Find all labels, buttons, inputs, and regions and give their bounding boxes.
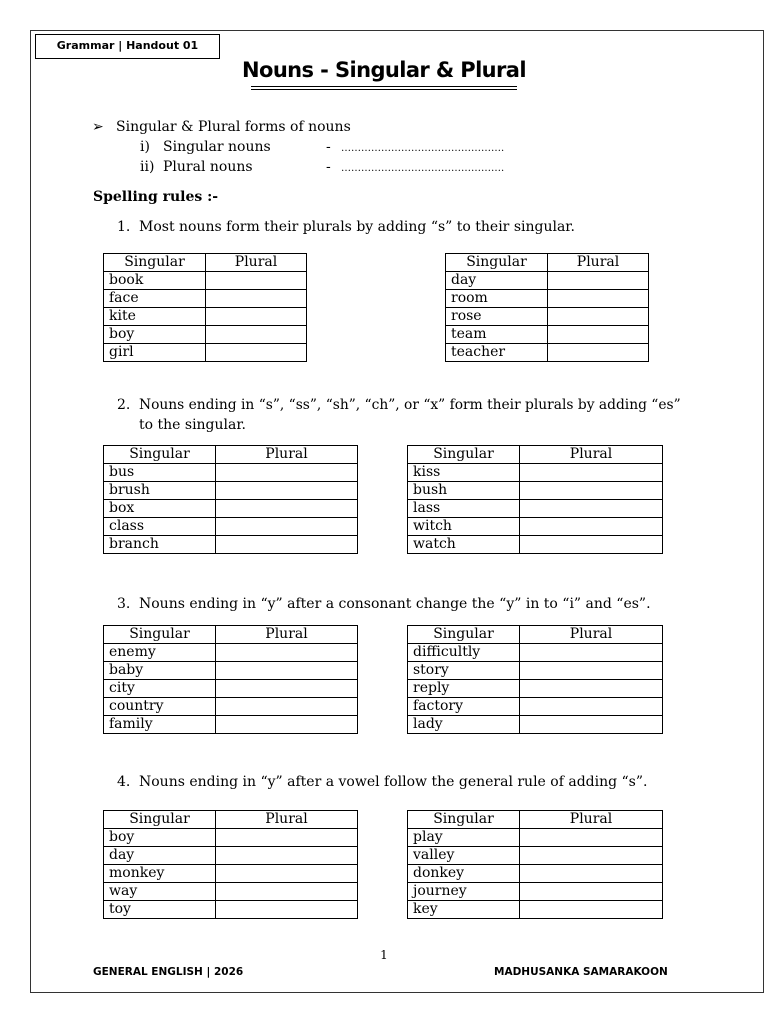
plural-answer-cell[interactable] <box>216 536 358 554</box>
table-row <box>104 482 358 500</box>
singular-cell: brush <box>104 482 216 500</box>
table-row <box>408 662 663 680</box>
intro-item-blank: …………………………………………. <box>341 163 505 174</box>
table-row <box>446 290 649 308</box>
singular-cell: room <box>446 290 548 308</box>
noun-table <box>103 445 358 554</box>
table-row <box>104 344 307 362</box>
rule-number: 2. <box>117 397 131 413</box>
table-row <box>104 680 358 698</box>
col-header-singular: Singular <box>408 811 520 829</box>
col-header-singular: Singular <box>104 446 216 464</box>
singular-cell: face <box>104 290 206 308</box>
noun-table <box>103 625 358 734</box>
plural-answer-cell[interactable] <box>548 290 649 308</box>
col-header-plural: Plural <box>216 811 358 829</box>
singular-cell: day <box>104 847 216 865</box>
singular-cell: day <box>446 272 548 290</box>
page-title: Nouns - Singular & Plural <box>242 58 526 82</box>
singular-cell: key <box>408 901 520 919</box>
table-row <box>408 716 663 734</box>
plural-answer-cell[interactable] <box>216 883 358 901</box>
rule-number: 1. <box>117 219 131 235</box>
table-row <box>408 829 663 847</box>
plural-answer-cell[interactable] <box>520 698 663 716</box>
col-header-plural: Plural <box>548 254 649 272</box>
table-row <box>104 272 307 290</box>
rule-number: 3. <box>117 596 131 612</box>
table-row <box>104 662 358 680</box>
intro-item-dash: - <box>326 139 331 155</box>
singular-cell: reply <box>408 680 520 698</box>
plural-answer-cell[interactable] <box>520 883 663 901</box>
table-row <box>446 272 649 290</box>
singular-cell: difficultly <box>408 644 520 662</box>
table-row <box>408 680 663 698</box>
singular-cell: boy <box>104 829 216 847</box>
plural-answer-cell[interactable] <box>520 500 663 518</box>
col-header-plural: Plural <box>216 446 358 464</box>
plural-answer-cell[interactable] <box>520 644 663 662</box>
noun-table <box>407 445 663 554</box>
plural-answer-cell[interactable] <box>520 716 663 734</box>
intro-text: Singular & Plural forms of nouns <box>116 119 351 135</box>
singular-cell: way <box>104 883 216 901</box>
footer-right: MADHUSANKA SAMARAKOON <box>494 966 668 978</box>
col-header-singular: Singular <box>104 626 216 644</box>
rule-number: 4. <box>117 774 131 790</box>
plural-answer-cell[interactable] <box>548 308 649 326</box>
footer-left: GENERAL ENGLISH | 2026 <box>93 966 244 978</box>
singular-cell: valley <box>408 847 520 865</box>
rule-text: Nouns ending in “s”, “ss”, “sh”, “ch”, or “x” form their plurals by adding “es” <box>139 397 681 413</box>
noun-table <box>103 253 307 362</box>
plural-answer-cell[interactable] <box>520 865 663 883</box>
table-row <box>446 344 649 362</box>
table-row <box>446 308 649 326</box>
table-row <box>104 308 307 326</box>
singular-cell: branch <box>104 536 216 554</box>
intro-item-blank: …………………………………………. <box>341 143 505 154</box>
plural-answer-cell[interactable] <box>520 518 663 536</box>
plural-answer-cell[interactable] <box>216 662 358 680</box>
singular-cell: enemy <box>104 644 216 662</box>
plural-answer-cell[interactable] <box>520 680 663 698</box>
singular-cell: journey <box>408 883 520 901</box>
singular-cell: city <box>104 680 216 698</box>
singular-cell: donkey <box>408 865 520 883</box>
singular-cell: class <box>104 518 216 536</box>
singular-cell: rose <box>446 308 548 326</box>
col-header-singular: Singular <box>104 254 206 272</box>
noun-table <box>445 253 649 362</box>
table-row <box>446 326 649 344</box>
table-row <box>104 290 307 308</box>
rule-text: Nouns ending in “y” after a consonant change the “y” in to “i” and “es”. <box>139 596 651 612</box>
col-header-singular: Singular <box>408 446 520 464</box>
singular-cell: story <box>408 662 520 680</box>
table-row <box>104 847 358 865</box>
col-header-plural: Plural <box>206 254 307 272</box>
table-row <box>104 698 358 716</box>
rule-text: Most nouns form their plurals by adding “s” to their singular. <box>139 219 575 235</box>
singular-cell: book <box>104 272 206 290</box>
col-header-plural: Plural <box>520 626 663 644</box>
table-row <box>408 536 663 554</box>
intro-item-label: Singular nouns <box>163 139 271 155</box>
col-header-plural: Plural <box>520 811 663 829</box>
singular-cell: bus <box>104 464 216 482</box>
intro-item-dash: - <box>326 159 331 175</box>
col-header-plural: Plural <box>520 446 663 464</box>
plural-answer-cell[interactable] <box>520 482 663 500</box>
singular-cell: lady <box>408 716 520 734</box>
table-row <box>408 865 663 883</box>
singular-cell: kite <box>104 308 206 326</box>
table-row <box>104 464 358 482</box>
intro-item-num: ii) <box>140 159 155 175</box>
plural-answer-cell[interactable] <box>216 644 358 662</box>
plural-answer-cell[interactable] <box>216 847 358 865</box>
table-row <box>408 883 663 901</box>
intro-item-label: Plural nouns <box>163 159 253 175</box>
rule-text-cont: to the singular. <box>139 417 246 433</box>
singular-cell: kiss <box>408 464 520 482</box>
table-row <box>408 500 663 518</box>
plural-answer-cell[interactable] <box>216 482 358 500</box>
singular-cell: box <box>104 500 216 518</box>
singular-cell: play <box>408 829 520 847</box>
table-row <box>408 698 663 716</box>
plural-answer-cell[interactable] <box>216 464 358 482</box>
singular-cell: witch <box>408 518 520 536</box>
plural-answer-cell[interactable] <box>548 272 649 290</box>
table-row <box>104 901 358 919</box>
singular-cell: monkey <box>104 865 216 883</box>
plural-answer-cell[interactable] <box>520 662 663 680</box>
singular-cell: toy <box>104 901 216 919</box>
rules-heading: Spelling rules :- <box>93 189 219 205</box>
singular-cell: girl <box>104 344 206 362</box>
plural-answer-cell[interactable] <box>216 500 358 518</box>
col-header-plural: Plural <box>216 626 358 644</box>
plural-answer-cell[interactable] <box>216 829 358 847</box>
title-underline-2 <box>251 89 517 90</box>
plural-answer-cell[interactable] <box>216 680 358 698</box>
table-row <box>408 464 663 482</box>
table-row <box>104 883 358 901</box>
singular-cell: factory <box>408 698 520 716</box>
plural-answer-cell[interactable] <box>216 716 358 734</box>
plural-answer-cell[interactable] <box>520 847 663 865</box>
plural-answer-cell[interactable] <box>206 308 307 326</box>
plural-answer-cell[interactable] <box>520 829 663 847</box>
singular-cell: team <box>446 326 548 344</box>
table-row <box>104 829 358 847</box>
plural-answer-cell[interactable] <box>216 901 358 919</box>
plural-answer-cell[interactable] <box>206 272 307 290</box>
table-row <box>408 482 663 500</box>
plural-answer-cell[interactable] <box>206 344 307 362</box>
col-header-singular: Singular <box>104 811 216 829</box>
col-header-singular: Singular <box>408 626 520 644</box>
singular-cell: bush <box>408 482 520 500</box>
singular-cell: watch <box>408 536 520 554</box>
page-number: 1 <box>380 948 388 962</box>
table-row <box>104 326 307 344</box>
singular-cell: teacher <box>446 344 548 362</box>
plural-answer-cell[interactable] <box>548 326 649 344</box>
plural-answer-cell[interactable] <box>206 290 307 308</box>
plural-answer-cell[interactable] <box>216 865 358 883</box>
table-row <box>104 644 358 662</box>
noun-table <box>103 810 358 919</box>
plural-answer-cell[interactable] <box>520 901 663 919</box>
plural-answer-cell[interactable] <box>520 464 663 482</box>
handout-tag: Grammar | Handout 01 <box>35 34 220 59</box>
title-underline <box>251 86 517 87</box>
rule-text: Nouns ending in “y” after a vowel follow the general rule of adding “s”. <box>139 774 648 790</box>
bullet-arrow-icon: ➢ <box>92 119 104 135</box>
table-row <box>104 716 358 734</box>
table-row <box>104 536 358 554</box>
col-header-singular: Singular <box>446 254 548 272</box>
noun-table <box>407 625 663 734</box>
singular-cell: family <box>104 716 216 734</box>
intro-item-num: i) <box>140 139 150 155</box>
table-row <box>104 865 358 883</box>
plural-answer-cell[interactable] <box>216 518 358 536</box>
singular-cell: boy <box>104 326 206 344</box>
plural-answer-cell[interactable] <box>206 326 307 344</box>
singular-cell: baby <box>104 662 216 680</box>
noun-table <box>407 810 663 919</box>
plural-answer-cell[interactable] <box>548 344 649 362</box>
table-row <box>408 518 663 536</box>
singular-cell: country <box>104 698 216 716</box>
table-row <box>408 847 663 865</box>
table-row <box>104 500 358 518</box>
singular-cell: lass <box>408 500 520 518</box>
plural-answer-cell[interactable] <box>216 698 358 716</box>
table-row <box>104 518 358 536</box>
plural-answer-cell[interactable] <box>520 536 663 554</box>
table-row <box>408 901 663 919</box>
table-row <box>408 644 663 662</box>
